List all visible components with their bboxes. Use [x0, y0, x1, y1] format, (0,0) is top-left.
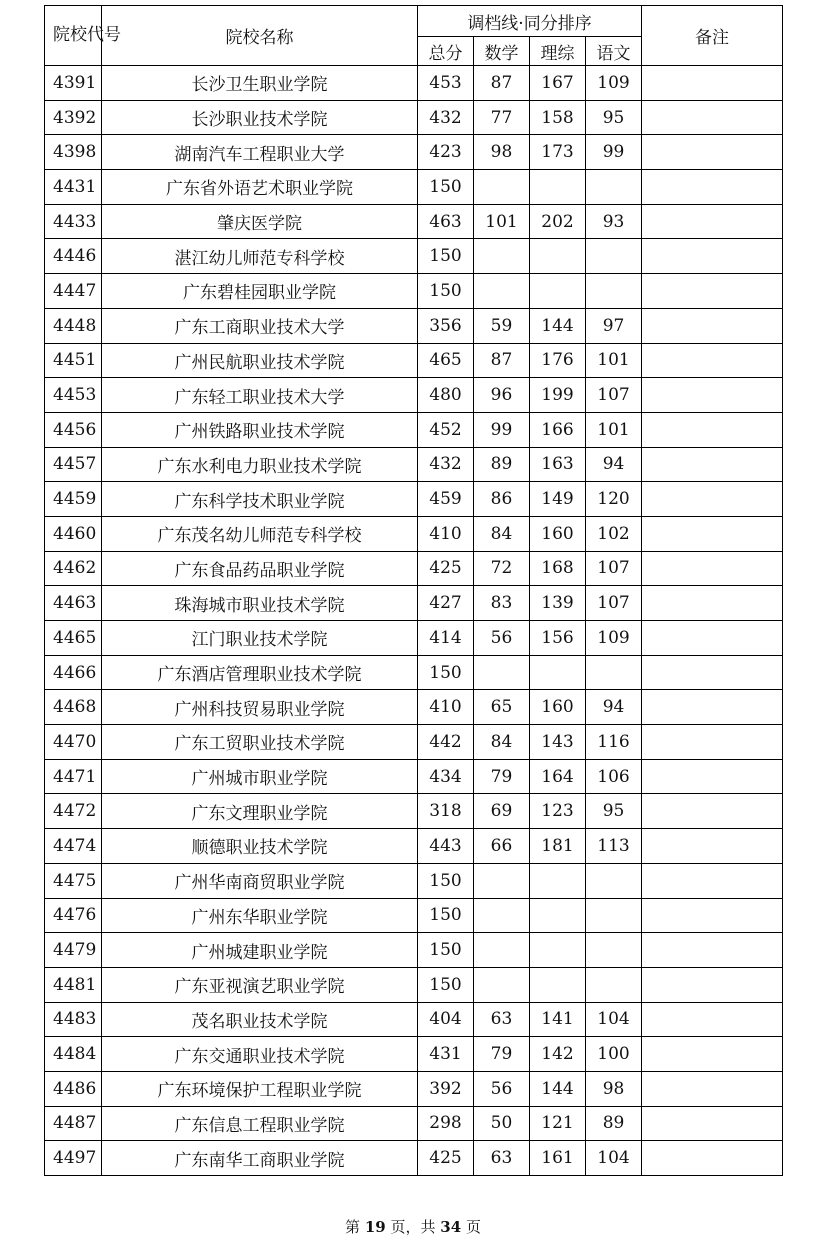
cell-science: 149 — [530, 482, 586, 517]
table-row — [45, 1106, 783, 1141]
cell-name: 珠海城市职业技术学院 — [102, 586, 418, 621]
cell-name: 广东工商职业技术大学 — [102, 308, 418, 343]
cell-note — [642, 655, 783, 690]
table-body — [45, 66, 783, 1176]
cell-science — [530, 170, 586, 205]
table-row — [45, 551, 783, 586]
cell-science: 139 — [530, 586, 586, 621]
cell-code: 4481 — [45, 967, 102, 1002]
cell-science: 160 — [530, 516, 586, 551]
cell-math: 66 — [474, 829, 530, 864]
cell-name: 广东文理职业学院 — [102, 794, 418, 829]
cell-math: 56 — [474, 1071, 530, 1106]
cell-total: 410 — [418, 516, 474, 551]
table-row — [45, 863, 783, 898]
header-group: 调档线·同分排序 — [418, 6, 642, 37]
cell-note — [642, 100, 783, 135]
cell-note — [642, 863, 783, 898]
cell-science: 164 — [530, 759, 586, 794]
cell-note — [642, 725, 783, 760]
cell-chinese: 101 — [586, 343, 642, 378]
cell-math: 84 — [474, 725, 530, 760]
cell-total: 463 — [418, 204, 474, 239]
table-row — [45, 725, 783, 760]
cell-total: 150 — [418, 933, 474, 968]
cell-code: 4398 — [45, 135, 102, 170]
cell-science: 158 — [530, 100, 586, 135]
cell-chinese — [586, 170, 642, 205]
cell-note — [642, 1002, 783, 1037]
cell-science: 202 — [530, 204, 586, 239]
cell-name: 长沙卫生职业学院 — [102, 66, 418, 101]
cell-code: 4466 — [45, 655, 102, 690]
cell-note — [642, 343, 783, 378]
footer-page-number: 19 — [364, 1218, 386, 1236]
cell-math: 79 — [474, 1037, 530, 1072]
cell-math — [474, 933, 530, 968]
table-row — [45, 690, 783, 725]
cell-code: 4471 — [45, 759, 102, 794]
cell-name: 广州铁路职业技术学院 — [102, 412, 418, 447]
cell-note — [642, 239, 783, 274]
cell-code: 4431 — [45, 170, 102, 205]
header-name: 院校名称 — [102, 6, 418, 66]
cell-chinese: 93 — [586, 204, 642, 239]
cell-science: 160 — [530, 690, 586, 725]
table-row — [45, 1071, 783, 1106]
cell-chinese — [586, 655, 642, 690]
table-row — [45, 967, 783, 1002]
page-footer — [0, 1216, 826, 1237]
table-row — [45, 516, 783, 551]
cell-science — [530, 239, 586, 274]
table-row — [45, 239, 783, 274]
cell-chinese: 94 — [586, 690, 642, 725]
cell-total: 298 — [418, 1106, 474, 1141]
cell-math: 98 — [474, 135, 530, 170]
cell-science: 161 — [530, 1141, 586, 1176]
cell-math: 79 — [474, 759, 530, 794]
cell-name: 广州城市职业学院 — [102, 759, 418, 794]
cell-math: 63 — [474, 1002, 530, 1037]
cell-chinese: 104 — [586, 1002, 642, 1037]
cell-note — [642, 378, 783, 413]
cell-math: 87 — [474, 66, 530, 101]
table-row — [45, 621, 783, 656]
cell-name: 湖南汽车工程职业大学 — [102, 135, 418, 170]
cell-chinese: 101 — [586, 412, 642, 447]
cell-total: 404 — [418, 1002, 474, 1037]
cell-total: 434 — [418, 759, 474, 794]
cell-code: 4497 — [45, 1141, 102, 1176]
cell-total: 425 — [418, 551, 474, 586]
cell-total: 427 — [418, 586, 474, 621]
cell-math: 99 — [474, 412, 530, 447]
cell-science: 181 — [530, 829, 586, 864]
cell-chinese: 109 — [586, 66, 642, 101]
cell-math: 59 — [474, 308, 530, 343]
cell-science: 143 — [530, 725, 586, 760]
cell-math — [474, 239, 530, 274]
header-row — [45, 6, 783, 37]
table-row — [45, 308, 783, 343]
table-row — [45, 759, 783, 794]
cell-name: 广东交通职业技术学院 — [102, 1037, 418, 1072]
table-row — [45, 794, 783, 829]
table-row — [45, 1141, 783, 1176]
cell-name: 长沙职业技术学院 — [102, 100, 418, 135]
table-row — [45, 170, 783, 205]
cell-note — [642, 1037, 783, 1072]
cell-code: 4456 — [45, 412, 102, 447]
cell-code: 4472 — [45, 794, 102, 829]
cell-code: 4463 — [45, 586, 102, 621]
cell-chinese: 113 — [586, 829, 642, 864]
cell-code: 4392 — [45, 100, 102, 135]
cell-code: 4484 — [45, 1037, 102, 1072]
cell-math: 89 — [474, 447, 530, 482]
cell-chinese: 102 — [586, 516, 642, 551]
footer-post: 页 — [465, 1218, 481, 1236]
cell-name: 广州城建职业学院 — [102, 933, 418, 968]
cell-code: 4448 — [45, 308, 102, 343]
table-row — [45, 66, 783, 101]
cell-science — [530, 898, 586, 933]
cell-total: 431 — [418, 1037, 474, 1072]
cell-name: 广东食品药品职业学院 — [102, 551, 418, 586]
cell-chinese — [586, 863, 642, 898]
cell-math: 56 — [474, 621, 530, 656]
cell-chinese: 99 — [586, 135, 642, 170]
cell-chinese: 95 — [586, 794, 642, 829]
cell-note — [642, 482, 783, 517]
cell-note — [642, 829, 783, 864]
cell-note — [642, 1106, 783, 1141]
cell-chinese: 89 — [586, 1106, 642, 1141]
cell-code: 4447 — [45, 274, 102, 309]
cell-note — [642, 759, 783, 794]
cell-name: 顺德职业技术学院 — [102, 829, 418, 864]
cell-name: 广东信息工程职业学院 — [102, 1106, 418, 1141]
cell-chinese: 116 — [586, 725, 642, 760]
cell-math — [474, 967, 530, 1002]
table-row — [45, 482, 783, 517]
cell-total: 150 — [418, 274, 474, 309]
cell-note — [642, 1071, 783, 1106]
cell-chinese — [586, 239, 642, 274]
table-row — [45, 274, 783, 309]
cell-chinese: 109 — [586, 621, 642, 656]
cell-math — [474, 898, 530, 933]
cell-math — [474, 863, 530, 898]
cell-code: 4462 — [45, 551, 102, 586]
cell-code: 4433 — [45, 204, 102, 239]
cell-note — [642, 898, 783, 933]
cell-science: 144 — [530, 308, 586, 343]
footer-total-pages: 34 — [440, 1218, 462, 1236]
cell-code: 4474 — [45, 829, 102, 864]
cell-science: 167 — [530, 66, 586, 101]
cell-note — [642, 204, 783, 239]
footer-mid: 页，共 — [390, 1218, 436, 1236]
cell-science: 144 — [530, 1071, 586, 1106]
cell-name: 湛江幼儿师范专科学校 — [102, 239, 418, 274]
cell-chinese — [586, 967, 642, 1002]
table-row — [45, 586, 783, 621]
table-row — [45, 135, 783, 170]
cell-name: 广东水利电力职业技术学院 — [102, 447, 418, 482]
cell-total: 414 — [418, 621, 474, 656]
cell-chinese — [586, 274, 642, 309]
cell-note — [642, 135, 783, 170]
cell-code: 4460 — [45, 516, 102, 551]
cell-math: 65 — [474, 690, 530, 725]
cell-code: 4446 — [45, 239, 102, 274]
header-total: 总分 — [418, 37, 474, 66]
header-note: 备注 — [642, 6, 783, 66]
cell-math: 84 — [474, 516, 530, 551]
cell-name: 茂名职业技术学院 — [102, 1002, 418, 1037]
table-row — [45, 898, 783, 933]
cell-name: 广东轻工职业技术大学 — [102, 378, 418, 413]
header-science: 理综 — [530, 37, 586, 66]
cell-name: 江门职业技术学院 — [102, 621, 418, 656]
cell-math: 101 — [474, 204, 530, 239]
cell-math: 50 — [474, 1106, 530, 1141]
cell-math: 72 — [474, 551, 530, 586]
cell-note — [642, 967, 783, 1002]
cell-chinese — [586, 933, 642, 968]
cell-science: 142 — [530, 1037, 586, 1072]
footer-pre: 第 — [345, 1218, 361, 1236]
table-row — [45, 412, 783, 447]
cell-chinese: 107 — [586, 378, 642, 413]
admission-score-table — [44, 5, 783, 1176]
cell-name: 广东碧桂园职业学院 — [102, 274, 418, 309]
cell-science: 176 — [530, 343, 586, 378]
cell-note — [642, 516, 783, 551]
cell-math — [474, 170, 530, 205]
cell-total: 150 — [418, 967, 474, 1002]
cell-science: 199 — [530, 378, 586, 413]
cell-total: 443 — [418, 829, 474, 864]
cell-code: 4391 — [45, 66, 102, 101]
cell-math: 86 — [474, 482, 530, 517]
cell-total: 453 — [418, 66, 474, 101]
cell-note — [642, 586, 783, 621]
cell-science: 166 — [530, 412, 586, 447]
cell-science: 141 — [530, 1002, 586, 1037]
cell-total: 150 — [418, 239, 474, 274]
cell-note — [642, 1141, 783, 1176]
cell-note — [642, 690, 783, 725]
cell-total: 356 — [418, 308, 474, 343]
cell-code: 4457 — [45, 447, 102, 482]
cell-name: 广东工贸职业技术学院 — [102, 725, 418, 760]
header-chinese: 语文 — [586, 37, 642, 66]
cell-name: 广州东华职业学院 — [102, 898, 418, 933]
header-math: 数学 — [474, 37, 530, 66]
cell-total: 480 — [418, 378, 474, 413]
cell-science — [530, 933, 586, 968]
table-row — [45, 829, 783, 864]
cell-name: 广州民航职业技术学院 — [102, 343, 418, 378]
cell-total: 423 — [418, 135, 474, 170]
cell-total: 432 — [418, 100, 474, 135]
cell-science: 121 — [530, 1106, 586, 1141]
cell-science: 173 — [530, 135, 586, 170]
cell-code: 4470 — [45, 725, 102, 760]
table-row — [45, 378, 783, 413]
cell-code: 4459 — [45, 482, 102, 517]
cell-math: 83 — [474, 586, 530, 621]
cell-math: 77 — [474, 100, 530, 135]
cell-name: 广东科学技术职业学院 — [102, 482, 418, 517]
cell-name: 广州华南商贸职业学院 — [102, 863, 418, 898]
cell-chinese: 97 — [586, 308, 642, 343]
cell-math — [474, 274, 530, 309]
cell-note — [642, 794, 783, 829]
cell-name: 广东省外语艺术职业学院 — [102, 170, 418, 205]
table-row — [45, 204, 783, 239]
cell-chinese: 104 — [586, 1141, 642, 1176]
cell-math — [474, 655, 530, 690]
cell-science — [530, 655, 586, 690]
cell-note — [642, 551, 783, 586]
cell-name: 肇庆医学院 — [102, 204, 418, 239]
cell-note — [642, 933, 783, 968]
cell-chinese — [586, 898, 642, 933]
cell-total: 392 — [418, 1071, 474, 1106]
cell-math: 69 — [474, 794, 530, 829]
cell-code: 4451 — [45, 343, 102, 378]
cell-note — [642, 274, 783, 309]
cell-total: 432 — [418, 447, 474, 482]
cell-chinese: 107 — [586, 586, 642, 621]
cell-chinese: 94 — [586, 447, 642, 482]
cell-total: 425 — [418, 1141, 474, 1176]
cell-science: 156 — [530, 621, 586, 656]
table-row — [45, 1002, 783, 1037]
cell-chinese: 107 — [586, 551, 642, 586]
cell-code: 4483 — [45, 1002, 102, 1037]
cell-total: 150 — [418, 898, 474, 933]
cell-code: 4453 — [45, 378, 102, 413]
cell-code: 4479 — [45, 933, 102, 968]
table-row — [45, 1037, 783, 1072]
cell-math: 63 — [474, 1141, 530, 1176]
cell-total: 442 — [418, 725, 474, 760]
cell-total: 150 — [418, 863, 474, 898]
table-row — [45, 933, 783, 968]
cell-name: 广东亚视演艺职业学院 — [102, 967, 418, 1002]
cell-name: 广州科技贸易职业学院 — [102, 690, 418, 725]
cell-total: 452 — [418, 412, 474, 447]
table-header — [45, 6, 783, 66]
cell-science: 123 — [530, 794, 586, 829]
cell-note — [642, 308, 783, 343]
cell-chinese: 98 — [586, 1071, 642, 1106]
cell-chinese: 95 — [586, 100, 642, 135]
cell-total: 150 — [418, 655, 474, 690]
cell-chinese: 100 — [586, 1037, 642, 1072]
cell-note — [642, 170, 783, 205]
cell-code: 4487 — [45, 1106, 102, 1141]
cell-math: 96 — [474, 378, 530, 413]
cell-name: 广东环境保护工程职业学院 — [102, 1071, 418, 1106]
cell-science: 163 — [530, 447, 586, 482]
cell-code: 4468 — [45, 690, 102, 725]
cell-name: 广东茂名幼儿师范专科学校 — [102, 516, 418, 551]
cell-math: 87 — [474, 343, 530, 378]
cell-total: 318 — [418, 794, 474, 829]
cell-name: 广东南华工商职业学院 — [102, 1141, 418, 1176]
cell-total: 465 — [418, 343, 474, 378]
table-row — [45, 655, 783, 690]
cell-science — [530, 967, 586, 1002]
cell-total: 150 — [418, 170, 474, 205]
cell-note — [642, 66, 783, 101]
table-row — [45, 343, 783, 378]
cell-name: 广东酒店管理职业技术学院 — [102, 655, 418, 690]
cell-science — [530, 274, 586, 309]
cell-note — [642, 412, 783, 447]
cell-total: 410 — [418, 690, 474, 725]
cell-code: 4465 — [45, 621, 102, 656]
cell-chinese: 120 — [586, 482, 642, 517]
cell-total: 459 — [418, 482, 474, 517]
table-row — [45, 100, 783, 135]
cell-science: 168 — [530, 551, 586, 586]
cell-code: 4475 — [45, 863, 102, 898]
cell-code: 4486 — [45, 1071, 102, 1106]
cell-code: 4476 — [45, 898, 102, 933]
cell-chinese: 106 — [586, 759, 642, 794]
cell-note — [642, 447, 783, 482]
cell-note — [642, 621, 783, 656]
table-row — [45, 447, 783, 482]
header-code: 院校代号 — [45, 6, 102, 66]
cell-science — [530, 863, 586, 898]
